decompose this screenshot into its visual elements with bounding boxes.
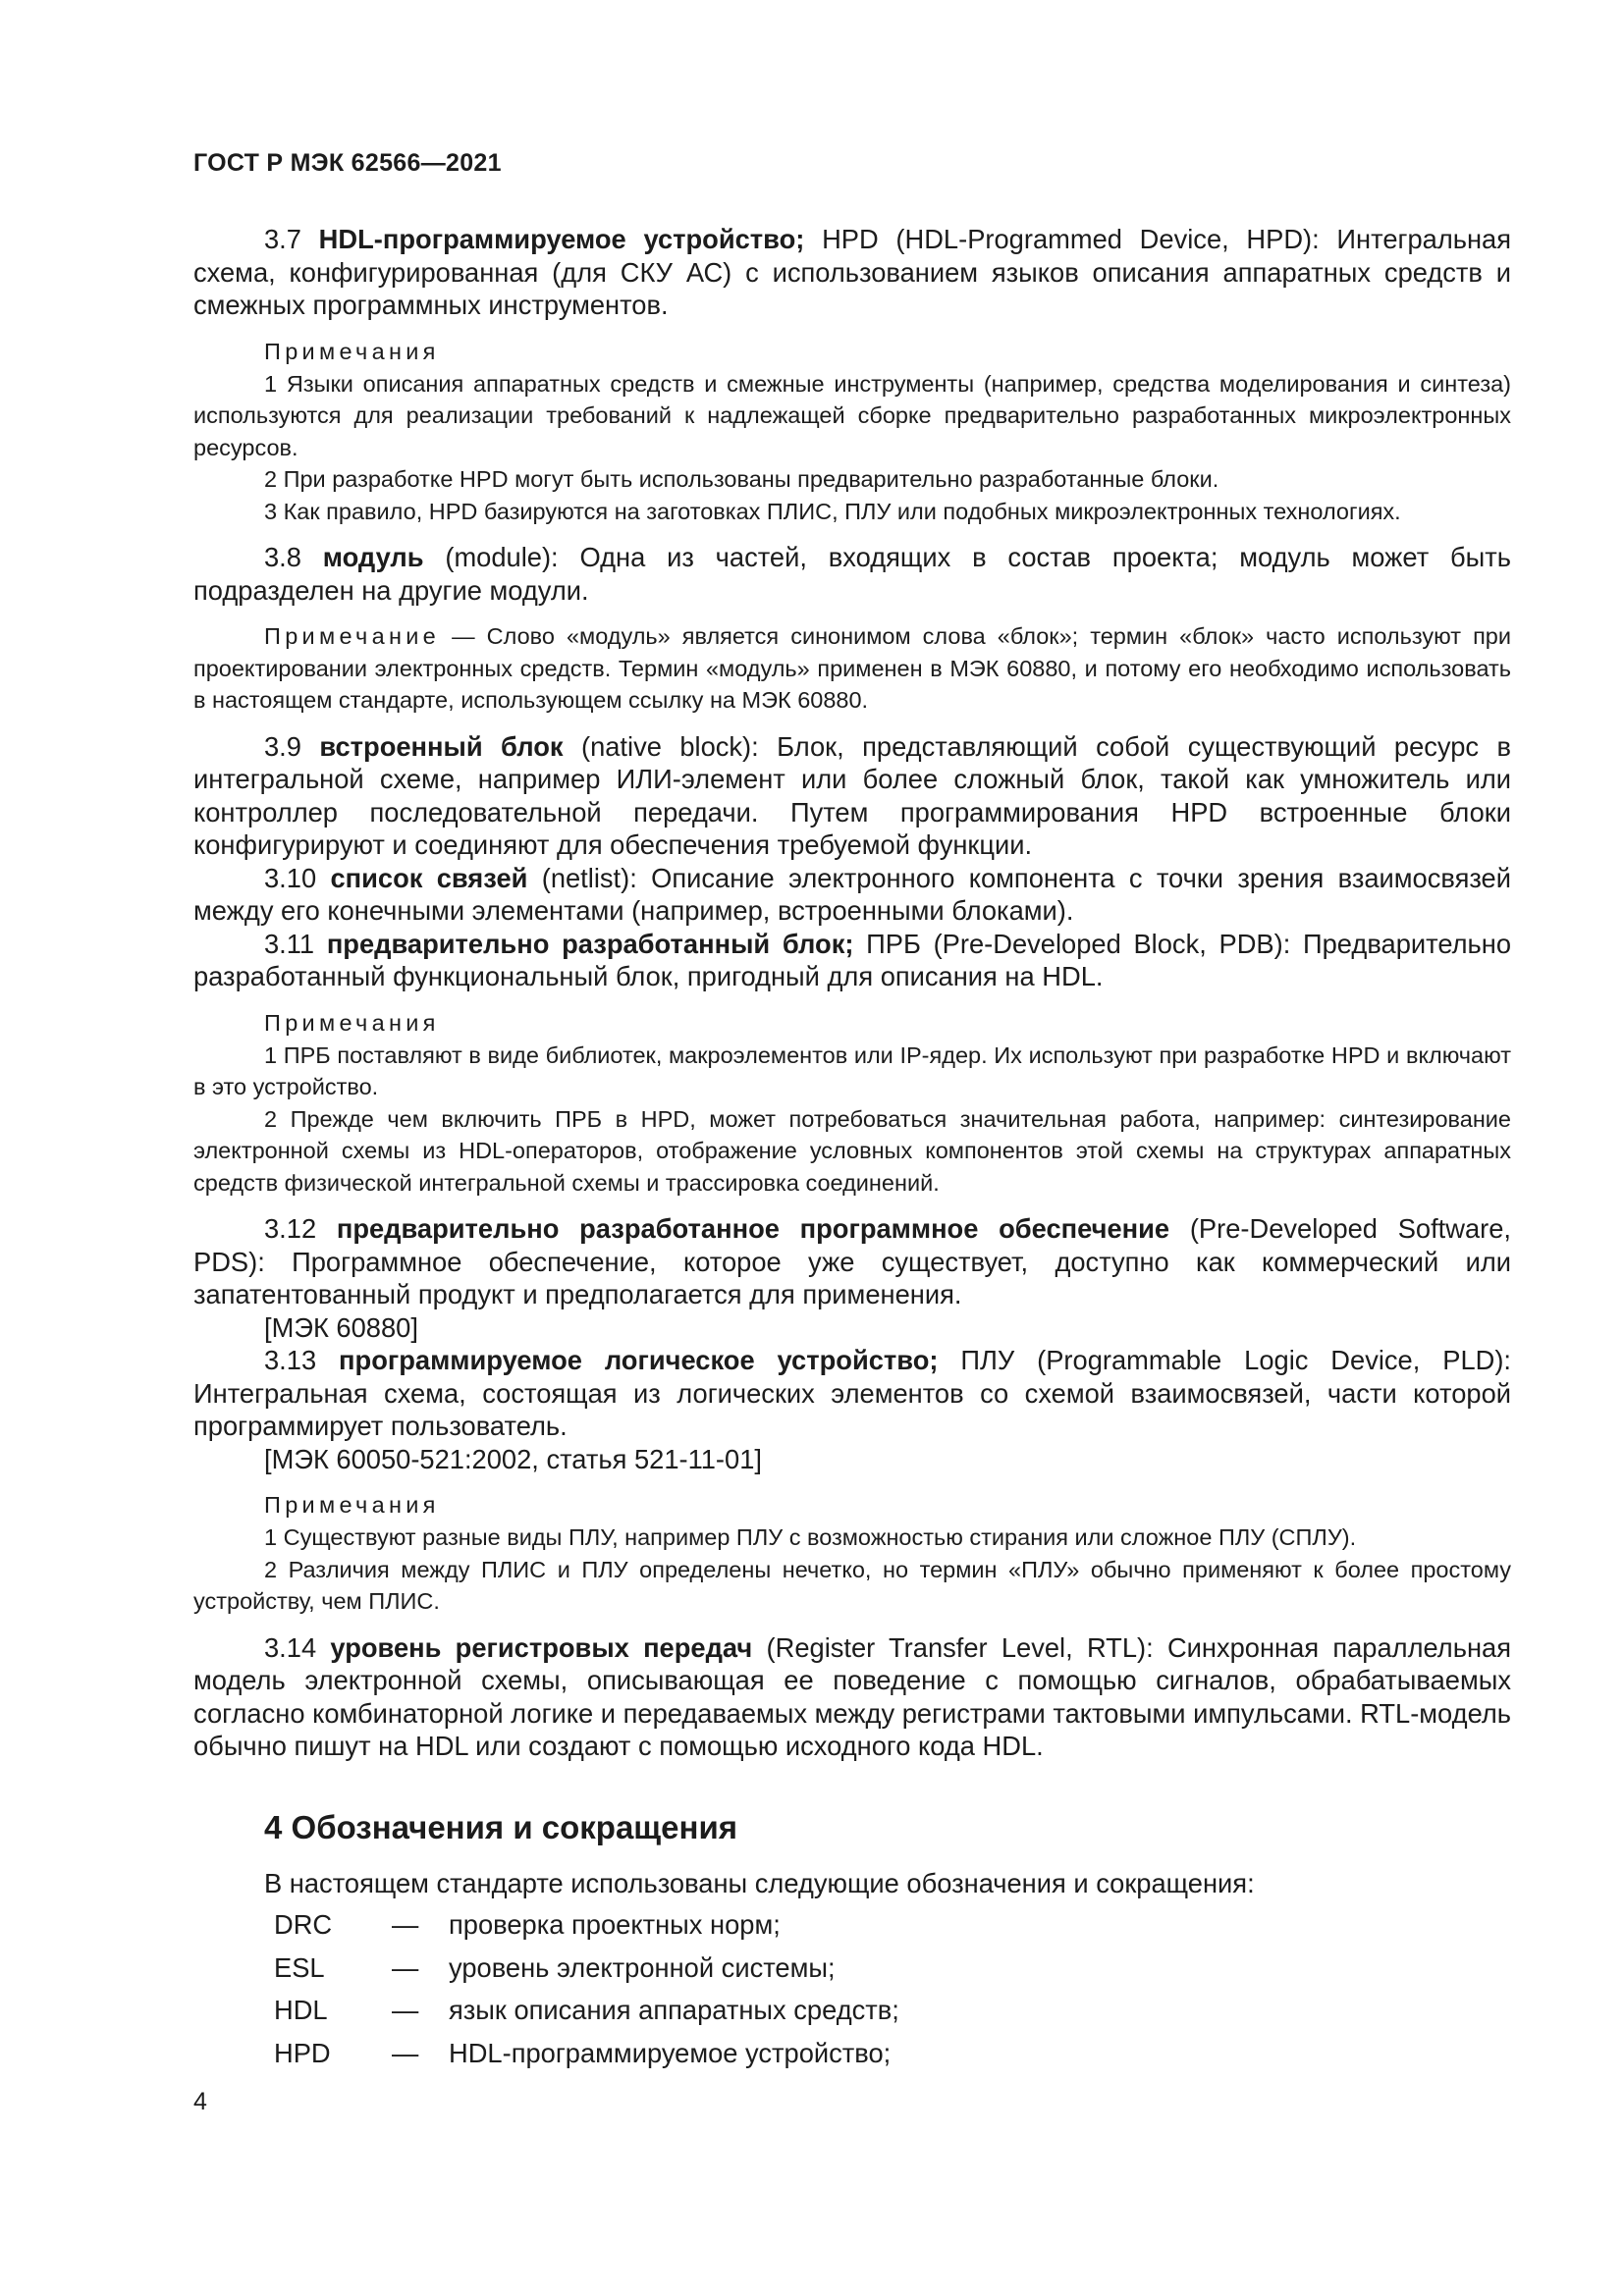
abbreviation-dash: — [392, 1995, 419, 2025]
definition-3-9 [193, 730, 1511, 862]
note-item: 1 Языки описания аппаратных средств и смежные инструменты (например, средства моделирования и синтеза) используются для реализации требований к надлежащей сборке предварительно разработанных микроэлектронных ресурсов. [193, 370, 1511, 460]
note-text: — Слово «модуль» является синонимом слова «блок»; термин «блок» часто используют при проектировании электронных средств. Термин «модуль» применен в МЭК 60880, и потому его необходимо использовать в настоящем стандарте, использующем ссылку на МЭК 60880. [193, 623, 1511, 713]
notes-3-11 [193, 1007, 1511, 1200]
definition-text: (module): Одна из частей, входящих в состав проекта; модуль может быть подразделен на другие модули. [193, 542, 1512, 606]
definition-term: предварительно разработанный блок; [326, 928, 854, 959]
definition-text: (Pre-Developed Software, PDS): Программное обеспечение, которое уже существует, доступно как коммерческий или запатентованный продукт и предполагается для применения. [193, 1213, 1511, 1309]
note-item: 2 При разработке HPD могут быть использованы предварительно разработанные блоки. [264, 466, 1219, 492]
definition-number: 3.9 [264, 730, 320, 762]
note-item: 2 Различия между ПЛИС и ПЛУ определены нечетко, но термин «ПЛУ» обычно применяют к более простому устройству, чем ПЛИС. [193, 1556, 1511, 1614]
definition-number: 3.10 [264, 862, 331, 893]
definition-text: (netlist): Описание электронного компонента с точки зрения взаимосвязей между его конечными элементами (например, встроенными блоками). [193, 862, 1511, 926]
definition-term: модуль [322, 542, 424, 572]
notes-title: Примечания [264, 1492, 440, 1518]
note-item: 1 Существуют разные виды ПЛУ, например ПЛУ с возможностью стирания или сложное ПЛУ (СПЛУ). [264, 1524, 1357, 1550]
page-content [193, 223, 1511, 2079]
definition-3-13 [193, 1344, 1511, 1443]
definition-3-12 [193, 1212, 1511, 1311]
section-heading: 4 Обозначения и сокращения [264, 1808, 737, 1845]
abbreviation-dash: — [392, 1951, 419, 1983]
note-item [193, 620, 1511, 717]
note-item: 2 Прежде чем включить ПРБ в HPD, может потребоваться значительная работа, например: синтезирование электронной схемы из HDL-операторов, отображение условных компонентов этой схемы на структурах аппаратных средств физической интегральной схемы и трассировка соединений. [193, 1105, 1511, 1196]
page-number: 4 [193, 2088, 207, 2115]
definition-text: (native block): Блок, представляющий собой существующий ресурс в интегральной схеме, например ИЛИ-элемент или более сложный блок, такой как умножитель или контроллер последовательной передачи. Путем программирования HPD встроенные блоки конфигурируют и соединяют для обеспечения требуемой функции. [193, 730, 1511, 860]
notes-3-13 [193, 1489, 1511, 1618]
abbreviation-description: уровень электронной системы; [449, 1951, 836, 1983]
definition-number: 3.7 [264, 224, 319, 254]
abbreviation-code: ESL [274, 1951, 325, 1983]
document-header: ГОСТ Р МЭК 62566—2021 [193, 149, 502, 177]
definition-3-14 [193, 1631, 1511, 1763]
definition-text: ПЛУ (Programmable Logic Device, PLD): Интегральная схема, состоящая из логических элементов со схемой взаимосвязей, части которой программирует пользователь. [193, 1345, 1512, 1441]
abbreviation-description: проверка проектных норм; [449, 1909, 781, 1940]
abbreviation-row [193, 1994, 1511, 2037]
definition-number: 3.8 [264, 542, 323, 572]
notes-title: Примечания [264, 1009, 440, 1036]
definition-3-10 [193, 862, 1511, 928]
abbreviation-code: HPD [274, 2037, 331, 2068]
abbreviation-dash: — [392, 1909, 419, 1940]
abbreviation-dash: — [392, 2037, 419, 2068]
definition-number: 3.13 [264, 1345, 340, 1375]
definition-text: ПРБ (Pre-Developed Block, PDB): Предварительно разработанный функциональный блок, пригодный для описания на HDL. [193, 928, 1511, 991]
reference: [МЭК 60050-521:2002, статья 521-11-01] [264, 1443, 762, 1474]
section-intro: В настоящем стандарте использованы следующие обозначения и сокращения: [264, 1867, 1255, 1898]
note-item: 3 Как правило, HPD базируются на заготовках ПЛИС, ПЛУ или подобных микроэлектронных технологиях. [264, 498, 1401, 524]
abbreviation-list [193, 1908, 1511, 2079]
definition-term: уровень регистровых передач [330, 1631, 753, 1663]
definition-term: список связей [330, 862, 528, 893]
definition-term: программируемое логическое устройство; [339, 1345, 939, 1375]
definition-text: HPD (HDL-Programmed Device, HPD): Интегральная схема, конфигурированная (для СКУ АС) с использованием языков описания аппаратных средств и смежных программных инструментов. [193, 224, 1512, 320]
abbreviation-code: HDL [274, 1995, 328, 2025]
abbreviation-description: HDL-программируемое устройство; [449, 2037, 892, 2068]
definition-number: 3.12 [264, 1213, 337, 1244]
note-item: 1 ПРБ поставляют в виде библиотек, макроэлементов или IP-ядер. Их используют при разработке HPD и включают в это устройство. [193, 1041, 1511, 1099]
definition-3-7 [193, 223, 1511, 322]
notes-3-7 [193, 336, 1511, 528]
definition-term: предварительно разработанное программное обеспечение [336, 1213, 1170, 1244]
reference: [МЭК 60880] [264, 1311, 418, 1343]
definition-text: (Register Transfer Level, RTL): Синхронная параллельная модель электронной схемы, описывающая ее поведение с помощью сигналов, обрабатываемых согласно комбинаторной логике и передаваемых между регистрами тактовыми импульсами. RTL-модель обычно пишут на HDL или создают с помощью исходного кода HDL. [193, 1631, 1511, 1761]
definition-3-8 [193, 541, 1511, 607]
abbreviation-row [193, 2037, 1511, 2080]
abbreviation-description: язык описания аппаратных средств; [449, 1995, 899, 2025]
definition-term: встроенный блок [319, 730, 564, 762]
abbreviation-row [193, 1908, 1511, 1951]
definition-term: HDL-программируемое устройство; [318, 224, 805, 254]
notes-title: Примечания [264, 338, 440, 364]
definition-number: 3.14 [264, 1631, 331, 1663]
abbreviation-code: DRC [274, 1909, 333, 1940]
abbreviation-row [193, 1951, 1511, 1995]
definition-3-11 [193, 928, 1511, 993]
definition-number: 3.11 [264, 928, 327, 959]
note-3-8 [193, 620, 1511, 717]
note-label: Примечание [264, 623, 441, 649]
